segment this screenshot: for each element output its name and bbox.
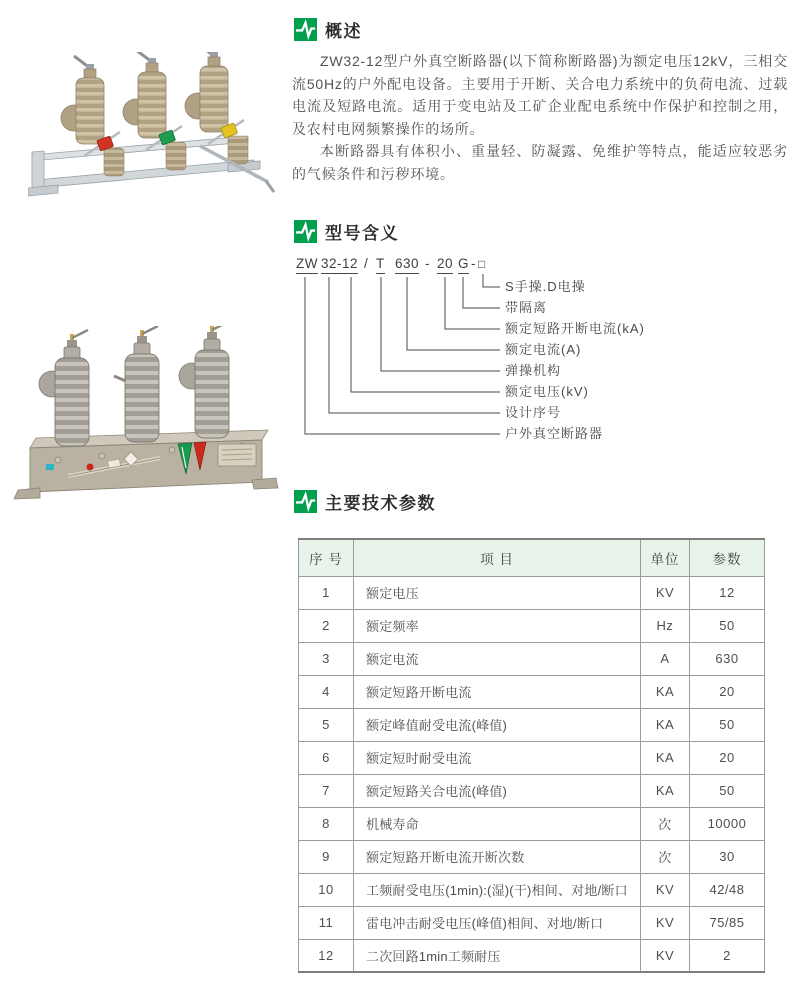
table-cell: 30 xyxy=(690,840,765,873)
code-segment: 630 xyxy=(395,256,419,274)
table-cell: 4 xyxy=(299,675,354,708)
table-cell: 42/48 xyxy=(690,873,765,906)
model-label: 设计序号 xyxy=(505,405,562,420)
frame-left-bracket xyxy=(32,151,44,191)
pulse-icon xyxy=(294,490,317,513)
table-cell: KV xyxy=(641,939,690,972)
model-code xyxy=(292,256,792,278)
model-label: 额定短路开断电流(kA) xyxy=(505,321,645,336)
section-header-model xyxy=(294,219,399,244)
code-segment: - xyxy=(425,256,430,271)
code-segment: 20 xyxy=(437,256,453,274)
table-cell: 5 xyxy=(299,708,354,741)
model-label: 额定电压(kV) xyxy=(505,384,589,399)
table-cell: 50 xyxy=(690,708,765,741)
table-cell: KV xyxy=(641,906,690,939)
table-cell: KA xyxy=(641,741,690,774)
table-cell: 工频耐受电压(1min):(湿)(干)相间、对地/断口 xyxy=(354,873,641,906)
table-cell: KA xyxy=(641,675,690,708)
table-cell: 额定短路开断电流 xyxy=(354,675,641,708)
table-cell: 20 xyxy=(690,741,765,774)
table-cell: 9 xyxy=(299,840,354,873)
table-row xyxy=(299,939,765,972)
product-photo-breaker-angled xyxy=(28,52,276,200)
overview-paragraph: 本断路器具有体积小、重量轻、防凝露、免维护等特点，能适应较恶劣的气候条件和污秽环境。 xyxy=(292,143,788,182)
overview-text xyxy=(292,50,788,185)
table-cell: 20 xyxy=(690,675,765,708)
nameplate xyxy=(218,444,256,466)
table-cell: 12 xyxy=(299,939,354,972)
table-cell: 8 xyxy=(299,807,354,840)
table-cell: 额定短时耐受电流 xyxy=(354,741,641,774)
red-dot-indicator xyxy=(87,464,94,471)
table-cell: 2 xyxy=(299,609,354,642)
table-row xyxy=(299,840,765,873)
specs-table-header-row xyxy=(299,539,765,576)
box-right-foot xyxy=(252,478,278,489)
table-row xyxy=(299,873,765,906)
table-cell: 12 xyxy=(690,576,765,609)
table-cell: 雷电冲击耐受电压(峰值)相间、对地/断口 xyxy=(354,906,641,939)
pole-right xyxy=(179,326,229,438)
table-cell: 次 xyxy=(641,840,690,873)
pole-a xyxy=(61,56,104,144)
model-label: 弹操机构 xyxy=(505,363,562,378)
table-cell: 2 xyxy=(690,939,765,972)
table-cell: 额定峰值耐受电流(峰值) xyxy=(354,708,641,741)
table-cell: 50 xyxy=(690,609,765,642)
model-designation-diagram xyxy=(292,256,792,456)
table-cell: 75/85 xyxy=(690,906,765,939)
table-row xyxy=(299,576,765,609)
table-cell: 630 xyxy=(690,642,765,675)
pole-left xyxy=(39,330,89,446)
model-label: S手操.D电操 xyxy=(505,279,586,294)
table-cell: 额定电流 xyxy=(354,642,641,675)
table-row xyxy=(299,708,765,741)
model-label: 带隔离 xyxy=(505,300,548,315)
section-title-specs: 主要技术参数 xyxy=(325,494,436,513)
column-header: 参数 xyxy=(690,539,765,576)
table-cell: 机械寿命 xyxy=(354,807,641,840)
model-label: 户外真空断路器 xyxy=(505,426,604,441)
table-cell: 额定短路开断电流开断次数 xyxy=(354,840,641,873)
breaker-illustration-1 xyxy=(28,52,276,200)
pole-b xyxy=(123,52,166,138)
table-cell: 50 xyxy=(690,774,765,807)
pulse-icon xyxy=(294,220,317,243)
table-cell: 11 xyxy=(299,906,354,939)
model-label: 额定电流(A) xyxy=(505,342,582,357)
table-cell: 1 xyxy=(299,576,354,609)
pole-c xyxy=(185,52,228,132)
code-segment: G xyxy=(458,256,469,274)
pole-middle xyxy=(114,326,159,442)
table-cell: KV xyxy=(641,576,690,609)
table-cell: 3 xyxy=(299,642,354,675)
table-cell: 二次回路1min工频耐压 xyxy=(354,939,641,972)
code-placeholder-box: □ xyxy=(478,257,486,271)
table-cell: 额定电压 xyxy=(354,576,641,609)
table-cell: 10000 xyxy=(690,807,765,840)
table-cell: KV xyxy=(641,873,690,906)
table-cell: A xyxy=(641,642,690,675)
column-header: 序 号 xyxy=(299,539,354,576)
table-cell: 10 xyxy=(299,873,354,906)
table-row xyxy=(299,906,765,939)
table-row xyxy=(299,774,765,807)
overview-paragraph: ZW32-12型户外真空断路器(以下简称断路器)为额定电压12kV，三相交流50Hz的户外配电设备。主要用于开断、关合电力系统中的负荷电流、过载电流及短路电流。适用于变电站及工矿企业配电系统中作保护和控制之用，及农村电网频繁操作的场所。 xyxy=(292,53,788,137)
column-header: 项 目 xyxy=(354,539,641,576)
frame-bottom-rail xyxy=(36,160,254,188)
table-row xyxy=(299,807,765,840)
table-cell: KA xyxy=(641,774,690,807)
table-cell: 7 xyxy=(299,774,354,807)
column-header: 单位 xyxy=(641,539,690,576)
box-left-foot xyxy=(14,488,40,499)
section-title-model: 型号含义 xyxy=(325,224,399,243)
code-segment: T xyxy=(376,256,385,274)
handle-tip xyxy=(266,181,274,192)
cyan-tag xyxy=(46,464,54,470)
table-cell: 额定频率 xyxy=(354,609,641,642)
code-segment: / xyxy=(364,256,369,271)
section-title-overview: 概述 xyxy=(325,22,362,41)
section-header-specs xyxy=(294,489,436,514)
table-cell: Hz xyxy=(641,609,690,642)
section-header-overview xyxy=(294,17,362,42)
table-cell: KA xyxy=(641,708,690,741)
code-segment: 32-12 xyxy=(321,256,358,274)
table-cell: 次 xyxy=(641,807,690,840)
pulse-icon xyxy=(294,18,317,41)
product-photo-breaker-front xyxy=(10,326,282,514)
table-row xyxy=(299,675,765,708)
breaker-illustration-2 xyxy=(10,326,282,514)
table-row xyxy=(299,642,765,675)
table-cell: 额定短路关合电流(峰值) xyxy=(354,774,641,807)
specs-table xyxy=(298,538,765,973)
table-row xyxy=(299,609,765,642)
code-segment: - xyxy=(471,256,476,271)
table-row xyxy=(299,741,765,774)
code-segment: ZW xyxy=(296,256,318,274)
table-cell: 6 xyxy=(299,741,354,774)
